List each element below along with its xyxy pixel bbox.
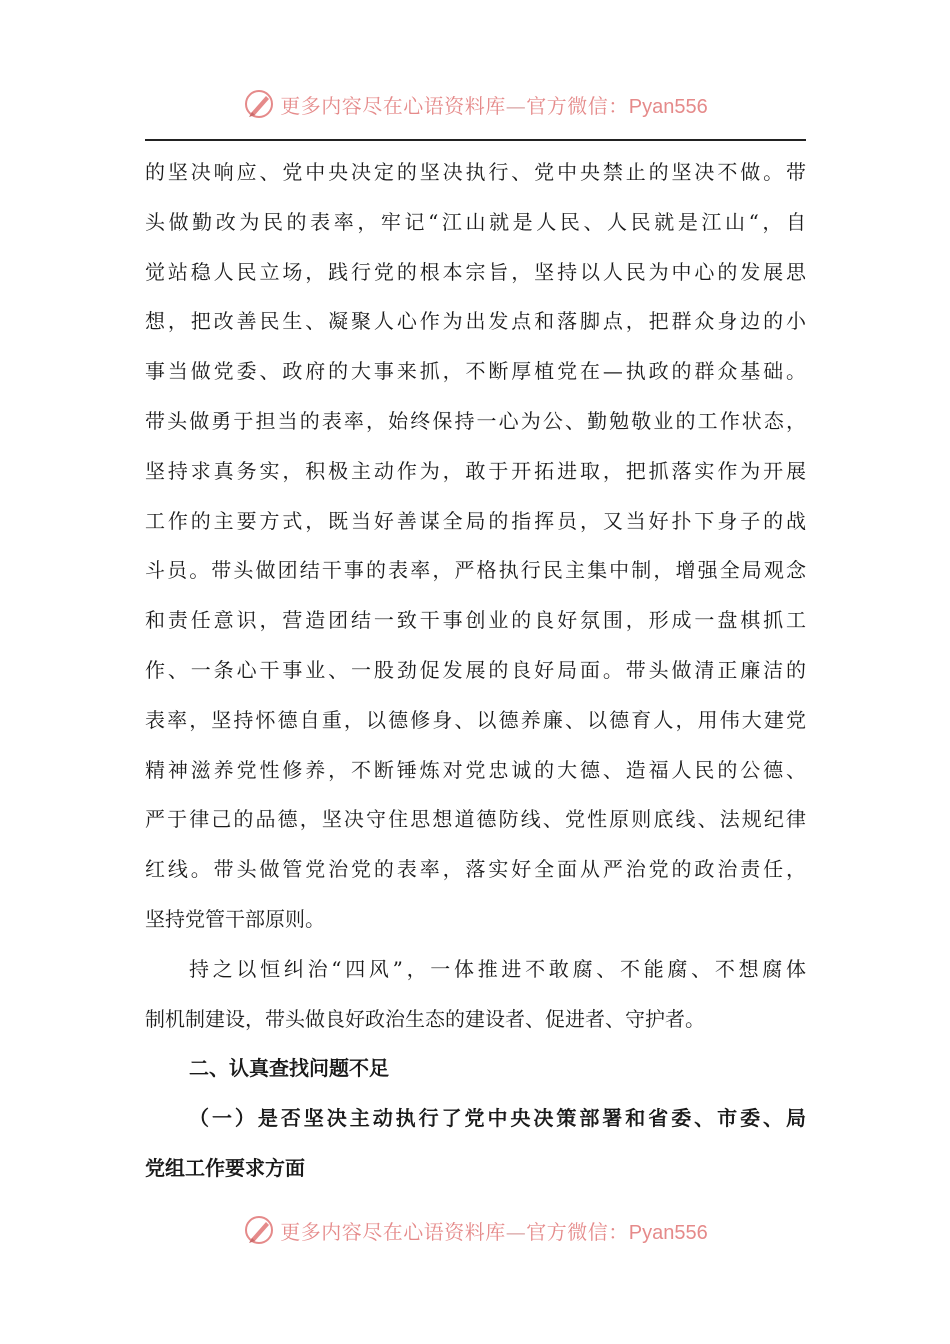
banner-account: Pyan556 bbox=[628, 1221, 708, 1244]
body-line: 表率，坚持怀德自重，以德修身、以德养廉、以德育人，用伟大建党 bbox=[145, 707, 806, 732]
body-line: 严于律己的品德，坚决守住思想道德防线、党性原则底线、法规纪律 bbox=[145, 807, 806, 832]
body-line: 精神滋养党性修养，不断锤炼对党忠诚的大德、造福人民的公德、 bbox=[145, 757, 806, 782]
banner-text bbox=[280, 90, 707, 119]
body-line: 头做勤改为民的表率，牢记“江山就是人民、人民就是江山“，自 bbox=[145, 209, 806, 234]
banner-text bbox=[280, 1216, 707, 1245]
pen-logo-icon bbox=[242, 1213, 276, 1247]
body-line: 带头做勇于担当的表率，始终保持一心为公、勤勉敬业的工作状态， bbox=[145, 408, 806, 433]
banner-dash: — bbox=[505, 93, 527, 118]
pen-logo-icon bbox=[242, 87, 276, 121]
banner-account: Pyan556 bbox=[628, 95, 708, 118]
body-line: 坚持求真务实，积极主动作为，敢于开拓进取，把抓落实作为开展 bbox=[145, 458, 806, 483]
body-line: 红线。带头做管党治党的表率，落实好全面从严治党的政治责任， bbox=[145, 857, 806, 882]
paragraph-line: 持之以恒纠治“四风”，一体推进不敢腐、不能腐、不想腐体 bbox=[189, 956, 806, 981]
body-line: 斗员。带头做团结干事的表率，严格执行民主集中制，增强全局观念 bbox=[145, 558, 806, 583]
body-line: 工作的主要方式，既当好善谋全局的指挥员，又当好扑下身子的战 bbox=[145, 508, 806, 533]
subsection-heading: （一）是否坚决主动执行了党中央决策部署和省委、市委、局 bbox=[189, 1106, 806, 1131]
header-divider bbox=[145, 139, 806, 141]
banner-dash: — bbox=[505, 1219, 527, 1244]
body-line: 事当做党委、政府的大事来抓，不断厚植党在—执政的群众基础。 bbox=[145, 359, 806, 384]
body-line: 作、一条心干事业、一股劲促发展的良好局面。带头做清正廉洁的 bbox=[145, 657, 806, 682]
subsection-heading-continued: 党组工作要求方面 bbox=[145, 1155, 305, 1180]
banner-site-text: 更多内容尽在心语资料库 bbox=[280, 1219, 506, 1244]
banner-wechat-label: 官方微信： bbox=[526, 1219, 629, 1244]
document-body bbox=[145, 148, 806, 1194]
body-line: 的坚决响应、党中央决定的坚决执行、党中央禁止的坚决不做。带 bbox=[145, 160, 806, 184]
banner-wechat-label: 官方微信： bbox=[526, 93, 629, 118]
footer-watermark-banner bbox=[0, 1210, 950, 1250]
section-heading: 二、认真查找问题不足 bbox=[189, 1056, 389, 1081]
body-line: 觉站稳人民立场，践行党的根本宗旨，坚持以人民为中心的发展思 bbox=[145, 259, 806, 284]
header-watermark-banner bbox=[0, 84, 950, 124]
banner-site-text: 更多内容尽在心语资料库 bbox=[280, 93, 506, 118]
paragraph-line: 制机制建设，带头做良好政治生态的建设者、促进者、守护者。 bbox=[145, 1006, 705, 1031]
body-line: 想，把改善民生、凝聚人心作为出发点和落脚点，把群众身边的小 bbox=[145, 309, 806, 334]
body-line: 坚持党管干部原则。 bbox=[145, 906, 325, 931]
body-line: 和责任意识，营造团结一致干事创业的良好氛围，形成一盘棋抓工 bbox=[145, 608, 806, 633]
